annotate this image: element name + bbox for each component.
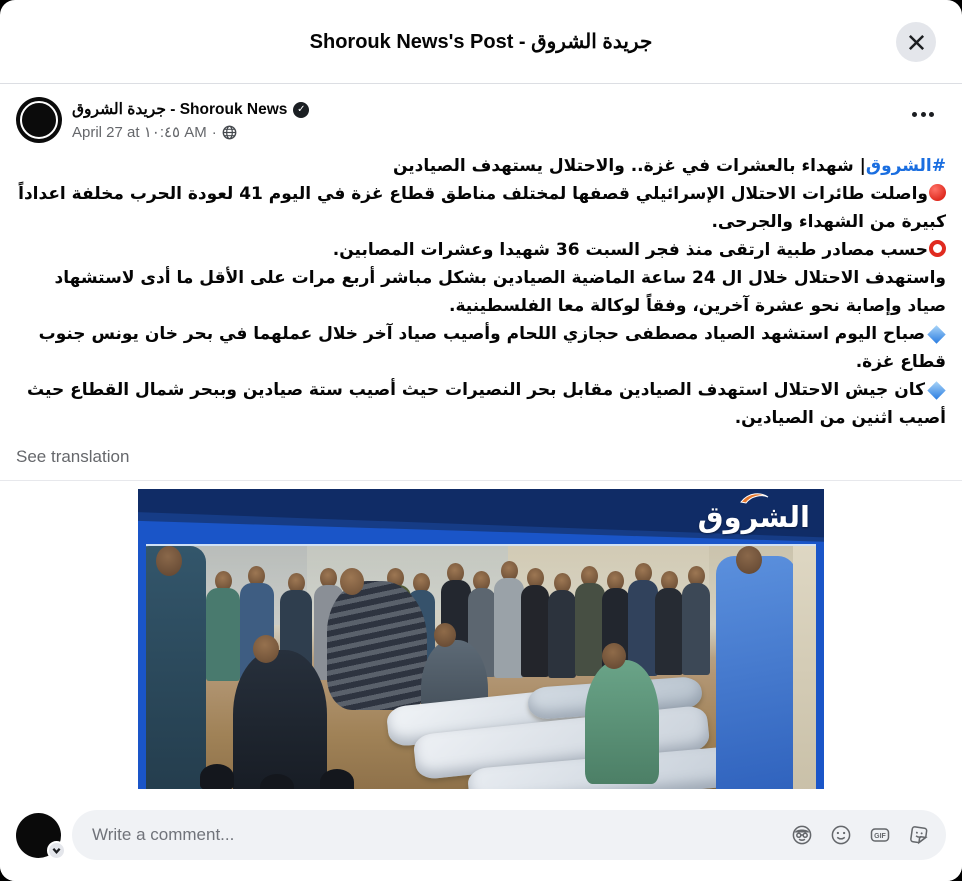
comment-input[interactable] <box>92 825 773 845</box>
dialog-title: Shorouk News's Post - جريدة الشروق <box>309 31 653 53</box>
close-button[interactable] <box>896 22 936 62</box>
post-paragraph: صباح اليوم استشهد الصياد مصطفى حجازي اللحام وأصيب صياد آخر خلال عملهما في بحر خان يونس جنوب قطاع غزة. <box>38 324 946 372</box>
viewer-avatar[interactable] <box>16 813 61 858</box>
dialog-header <box>0 0 962 84</box>
close-icon <box>907 33 926 52</box>
post-timestamp: April 27 at ١٠:٤٥ AM <box>72 124 207 141</box>
switch-profile-button[interactable] <box>47 841 66 860</box>
post-paragraph: واصلت طائرات الاحتلال الإسرائيلي قصفها لمختلف مناطق قطاع غزة في اليوم 41 لعودة الحرب مخلفة اعداداً كبيرة من الشهداء والجرحى. <box>18 184 946 232</box>
post-attachment <box>0 480 962 794</box>
post-paragraph: #الشروق| شهداء بالعشرات في غزة.. والاحتلال يستهدف الصيادين <box>392 156 946 176</box>
post-image[interactable] <box>138 489 824 794</box>
post-meta[interactable] <box>72 123 309 141</box>
image-banner <box>138 489 824 544</box>
comment-footer <box>0 789 962 881</box>
page-name[interactable]: جريدة الشروق - Shorouk News <box>72 101 288 118</box>
avatar-comment-icon[interactable] <box>791 824 813 846</box>
shorouk-logo: الشروق <box>698 490 810 534</box>
news-photo <box>146 544 816 794</box>
gif-icon[interactable] <box>869 824 891 846</box>
verified-badge-icon: ✓ <box>293 102 309 118</box>
red-hollow-circle-emoji <box>929 240 946 257</box>
post-text <box>0 143 962 432</box>
emoji-icon[interactable] <box>830 824 852 846</box>
post-header <box>0 84 962 143</box>
meta-separator: · <box>211 123 217 141</box>
post-paragraph: حسب مصادر طبية ارتقى منذ فجر السبت 36 شهيدا وعشرات المصابين. <box>16 236 946 264</box>
blue-diamond-emoji <box>927 381 945 399</box>
chevron-down-icon <box>52 846 61 855</box>
blue-diamond-emoji <box>927 325 945 343</box>
page-avatar[interactable] <box>16 97 62 143</box>
post-paragraph: واستهدف الاحتلال خلال ال 24 ساعة الماضية الصيادين بشكل مباشر أربع مرات على الأقل ما أدى لاستشهاد صياد وإصابة نحو عشرة آخرين، وفقاً لوكالة معا الفلسطينية. <box>54 268 946 316</box>
comment-pill <box>72 810 946 860</box>
post-paragraph: كان جيش الاحتلال استهدف الصيادين مقابل بحر النصيرات حيث أصيب ستة صيادين وببحر شمال القطاع حيث أصيب اثنين من الصيادين. <box>27 380 946 428</box>
post-options-button[interactable] <box>906 106 940 123</box>
red-circle-emoji <box>929 184 946 201</box>
ellipsis-icon <box>912 112 917 117</box>
svg-text:GIF: GIF <box>874 833 886 840</box>
sticker-icon[interactable] <box>908 824 930 846</box>
globe-icon <box>222 125 237 140</box>
hashtag-link[interactable]: #الشروق <box>865 156 946 176</box>
see-translation-link[interactable]: See translation <box>16 447 130 466</box>
